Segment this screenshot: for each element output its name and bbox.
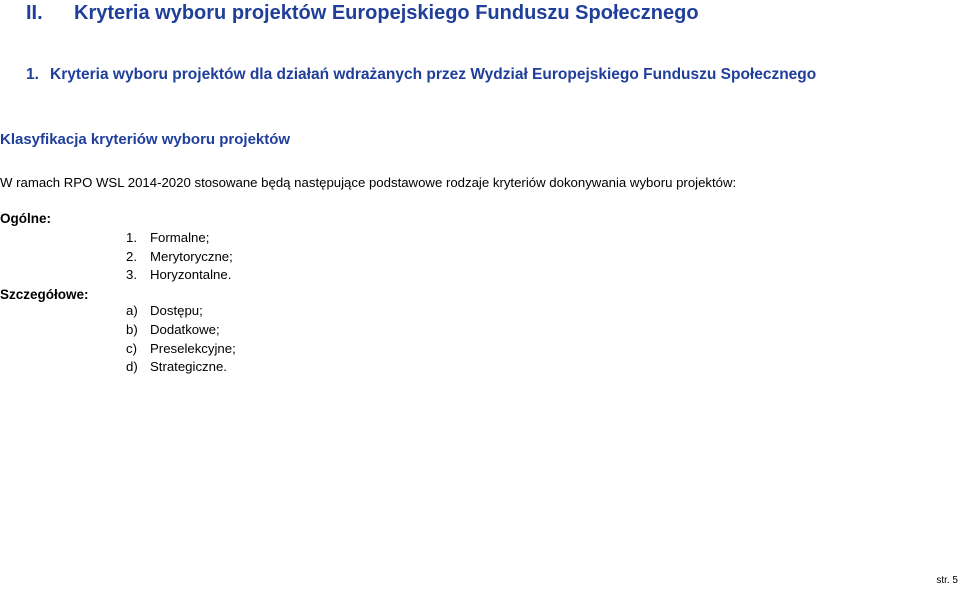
list-item-text: Formalne; [150,230,210,245]
list-item-text: Preselekcyjne; [150,341,236,356]
classification-heading: Klasyfikacja kryteriów wyboru projektów [0,131,291,148]
section-title: Kryteria wyboru projektów Europejskiego Funduszu Społecznego [74,2,699,24]
list-marker: 1. [126,230,137,245]
list-item-text: Merytoryczne; [150,249,233,264]
detailed-label: Szczegółowe: [0,287,89,302]
page-number: str. 5 [936,575,958,586]
section-heading [26,1,699,25]
list-item [126,229,209,247]
subsection-number: 1. [26,66,39,83]
list-marker: 3. [126,267,137,282]
intro-paragraph: W ramach RPO WSL 2014-2020 stosowane będą następujące podstawowe rodzaje kryteriów dokonywania wyboru projektów: [0,175,737,190]
subsection-heading [26,65,816,85]
list-item-text: Horyzontalne. [150,267,232,282]
list-item [126,248,233,266]
list-marker: d) [126,359,138,374]
list-marker: a) [126,303,138,318]
list-item-text: Dodatkowe; [150,322,220,337]
list-item [126,321,220,339]
list-item [126,302,203,320]
section-number: II. [26,2,43,24]
list-marker: c) [126,341,137,356]
list-marker: b) [126,322,138,337]
general-label: Ogólne: [0,211,51,226]
list-item [126,358,227,376]
list-item-text: Dostępu; [150,303,203,318]
list-marker: 2. [126,249,137,264]
list-item [126,266,231,284]
list-item-text: Strategiczne. [150,359,227,374]
subsection-title: Kryteria wyboru projektów dla działań wdrażanych przez Wydział Europejskiego Funduszu Społecznego [50,66,817,83]
list-item [126,340,236,358]
